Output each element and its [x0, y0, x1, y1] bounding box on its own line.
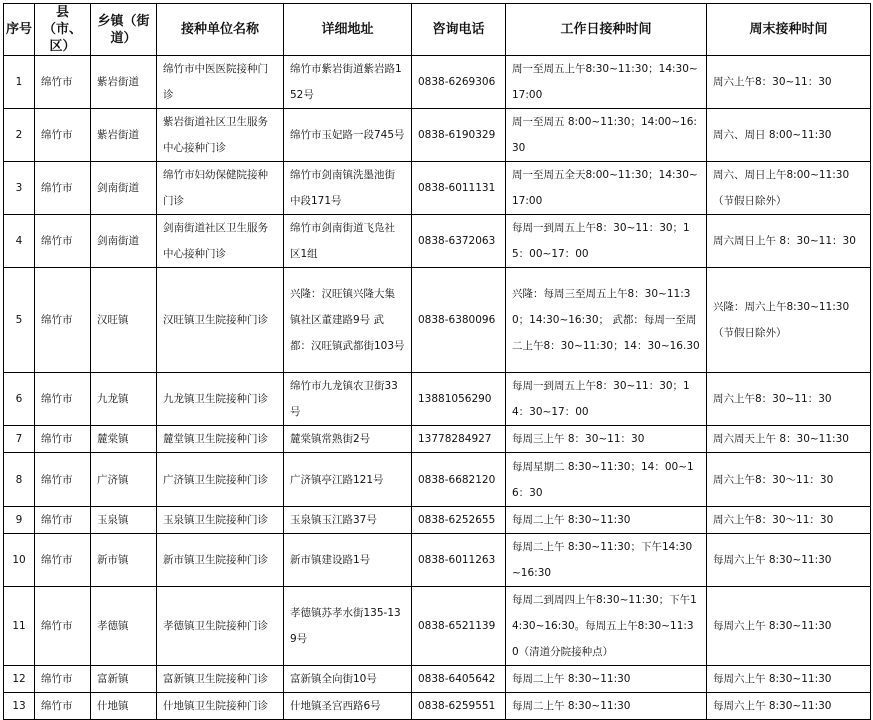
cell-row-number: 10: [4, 534, 35, 587]
vaccination-sites-table: [3, 3, 871, 720]
cell-weekend-time: 周六周日上午 8：30~11：30: [707, 215, 871, 268]
table-row: [4, 162, 871, 215]
cell-town: 富新镇: [91, 666, 157, 693]
header-weekend-time: 周末接种时间: [707, 4, 871, 56]
cell-phone: 0838-6405642: [412, 666, 506, 693]
table-row: [4, 693, 871, 720]
cell-weekend-time: 周六上午8：30～11：30: [707, 453, 871, 507]
cell-unit-name: 富新镇卫生院接种门诊: [157, 666, 284, 693]
cell-weekday-time: 每周三上午 8：30~11：30: [506, 426, 707, 453]
cell-weekday-time: 每周一到周五上午8：30~11：30；15：00~17：00: [506, 215, 707, 268]
cell-row-number: 5: [4, 268, 35, 373]
cell-phone: 0838-6521139: [412, 587, 506, 666]
cell-weekend-time: 兴隆：周六上午8:30~11:30（节假日除外）: [707, 268, 871, 373]
cell-weekend-time: 周六、周日 8:00~11:30: [707, 109, 871, 162]
cell-unit-name: 孝德镇卫生院接种门诊: [157, 587, 284, 666]
cell-weekend-time: 周六上午8：30～11：30: [707, 507, 871, 534]
cell-county: 绵竹市: [35, 268, 91, 373]
cell-row-number: 12: [4, 666, 35, 693]
cell-row-number: 3: [4, 162, 35, 215]
cell-weekend-time: 周六周天上午 8：30~11:30: [707, 426, 871, 453]
cell-town: 紫岩街道: [91, 109, 157, 162]
header-unit: 接种单位名称: [157, 4, 284, 56]
cell-unit-name: 绵竹市妇幼保健院接种门诊: [157, 162, 284, 215]
cell-weekend-time: 周六、周日上午8:00~11:30（节假日除外）: [707, 162, 871, 215]
cell-address: 孝德镇苏孝水街135-139号: [284, 587, 412, 666]
cell-phone: 0838-6259551: [412, 693, 506, 720]
cell-weekend-time: 每周六上午 8:30~11:30: [707, 693, 871, 720]
table-row: [4, 453, 871, 507]
table-row: [4, 507, 871, 534]
cell-county: 绵竹市: [35, 507, 91, 534]
cell-phone: 0838-6190329: [412, 109, 506, 162]
cell-phone: 0838-6380096: [412, 268, 506, 373]
cell-county: 绵竹市: [35, 162, 91, 215]
table-row: [4, 534, 871, 587]
cell-row-number: 11: [4, 587, 35, 666]
cell-county: 绵竹市: [35, 56, 91, 109]
cell-town: 麓棠镇: [91, 426, 157, 453]
cell-unit-name: 九龙镇卫生院接种门诊: [157, 373, 284, 426]
cell-row-number: 2: [4, 109, 35, 162]
table-row: [4, 109, 871, 162]
cell-address: 新市镇建设路1号: [284, 534, 412, 587]
cell-weekday-time: 每周二上午 8:30~11:30: [506, 693, 707, 720]
table-row: [4, 268, 871, 373]
cell-weekday-time: 每周一到周五上午8：30~11：30；14：30~17：00: [506, 373, 707, 426]
cell-row-number: 9: [4, 507, 35, 534]
cell-town: 广济镇: [91, 453, 157, 507]
cell-address: 广济镇亭江路121号: [284, 453, 412, 507]
cell-weekend-time: 周六上午8：30~11：30: [707, 56, 871, 109]
table-row: [4, 56, 871, 109]
cell-address: 绵竹市紫岩街道紫岩路152号: [284, 56, 412, 109]
table-row: [4, 426, 871, 453]
cell-address: 什地镇圣宫西路6号: [284, 693, 412, 720]
header-weekday-time: 工作日接种时间: [506, 4, 707, 56]
table-row: [4, 215, 871, 268]
cell-phone: 0838-6252655: [412, 507, 506, 534]
header-address: 详细地址: [284, 4, 412, 56]
table-row: [4, 666, 871, 693]
cell-unit-name: 汉旺镇卫生院接种门诊: [157, 268, 284, 373]
cell-weekday-time: 周一至周五 8:00~11:30；14:00~16:30: [506, 109, 707, 162]
cell-phone: 13778284927: [412, 426, 506, 453]
cell-county: 绵竹市: [35, 693, 91, 720]
cell-town: 九龙镇: [91, 373, 157, 426]
cell-town: 什地镇: [91, 693, 157, 720]
cell-weekday-time: 兴隆：每周三至周五上午8：30~11:30；14:30~16:30； 武都：每周一至周二上午8：30~11:30；14：30~16.30: [506, 268, 707, 373]
header-row: [4, 4, 871, 56]
cell-weekday-time: 每周二上午 8:30~11:30: [506, 507, 707, 534]
cell-unit-name: 剑南街道社区卫生服务中心接种门诊: [157, 215, 284, 268]
cell-weekend-time: 每周六上午 8:30~11:30: [707, 534, 871, 587]
cell-weekday-time: 每周二上午 8:30~11:30: [506, 666, 707, 693]
cell-county: 绵竹市: [35, 666, 91, 693]
table-row: [4, 373, 871, 426]
cell-address: 绵竹市剑南街道飞凫社区1组: [284, 215, 412, 268]
cell-county: 绵竹市: [35, 426, 91, 453]
cell-phone: 0838-6269306: [412, 56, 506, 109]
cell-unit-name: 什地镇卫生院接种门诊: [157, 693, 284, 720]
cell-county: 绵竹市: [35, 453, 91, 507]
cell-address: 绵竹市玉妃路一段745号: [284, 109, 412, 162]
cell-address: 绵竹市九龙镇农卫街33号: [284, 373, 412, 426]
cell-town: 新市镇: [91, 534, 157, 587]
cell-weekday-time: 每周二到周四上午8:30~11:30；下午14:30~16:30。每周五上午8:30~11:30（清道分院接种点）: [506, 587, 707, 666]
cell-address: 富新镇全向街10号: [284, 666, 412, 693]
cell-unit-name: 玉泉镇卫生院接种门诊: [157, 507, 284, 534]
header-county: 县（市、区）: [35, 4, 91, 56]
cell-unit-name: 麓堂镇卫生院接种门诊: [157, 426, 284, 453]
cell-unit-name: 绵竹市中医医院接种门诊: [157, 56, 284, 109]
cell-address: 玉泉镇玉江路37号: [284, 507, 412, 534]
cell-weekend-time: 周六上午8：30~11：30: [707, 373, 871, 426]
cell-county: 绵竹市: [35, 215, 91, 268]
cell-phone: 0838-6011131: [412, 162, 506, 215]
cell-unit-name: 广济镇卫生院接种门诊: [157, 453, 284, 507]
cell-unit-name: 新市镇卫生院接种门诊: [157, 534, 284, 587]
cell-county: 绵竹市: [35, 109, 91, 162]
header-no: 序号: [4, 4, 35, 56]
cell-town: 剑南街道: [91, 215, 157, 268]
cell-county: 绵竹市: [35, 534, 91, 587]
cell-address: 麓棠镇常熟街2号: [284, 426, 412, 453]
cell-town: 紫岩街道: [91, 56, 157, 109]
cell-weekday-time: 每周星期二 8:30~11:30；14：00~16：30: [506, 453, 707, 507]
cell-row-number: 1: [4, 56, 35, 109]
cell-town: 汉旺镇: [91, 268, 157, 373]
cell-address: 绵竹市剑南镇洗墨池街中段171号: [284, 162, 412, 215]
cell-town: 剑南街道: [91, 162, 157, 215]
cell-row-number: 13: [4, 693, 35, 720]
cell-weekday-time: 周一至周五全天8:00~11:30；14:30~17:00: [506, 162, 707, 215]
cell-phone: 0838-6682120: [412, 453, 506, 507]
cell-weekday-time: 周一至周五上午8:30~11:30；14:30~17:00: [506, 56, 707, 109]
cell-phone: 0838-6011263: [412, 534, 506, 587]
cell-phone: 13881056290: [412, 373, 506, 426]
cell-town: 玉泉镇: [91, 507, 157, 534]
cell-town: 孝德镇: [91, 587, 157, 666]
cell-weekend-time: 每周六上午 8:30~11:30: [707, 666, 871, 693]
cell-row-number: 6: [4, 373, 35, 426]
cell-weekday-time: 每周二上午 8:30~11:30；下午14:30~16:30: [506, 534, 707, 587]
cell-county: 绵竹市: [35, 587, 91, 666]
cell-weekend-time: 每周六上午 8:30~11:30: [707, 587, 871, 666]
header-town: 乡镇（街道）: [91, 4, 157, 56]
header-phone: 咨询电话: [412, 4, 506, 56]
cell-county: 绵竹市: [35, 373, 91, 426]
cell-row-number: 4: [4, 215, 35, 268]
table-row: [4, 587, 871, 666]
cell-phone: 0838-6372063: [412, 215, 506, 268]
cell-unit-name: 紫岩街道社区卫生服务中心接种门诊: [157, 109, 284, 162]
cell-row-number: 7: [4, 426, 35, 453]
cell-address: 兴隆：汉旺镇兴隆大集镇社区董建路9号 武都：汉旺镇武都街103号: [284, 268, 412, 373]
cell-row-number: 8: [4, 453, 35, 507]
